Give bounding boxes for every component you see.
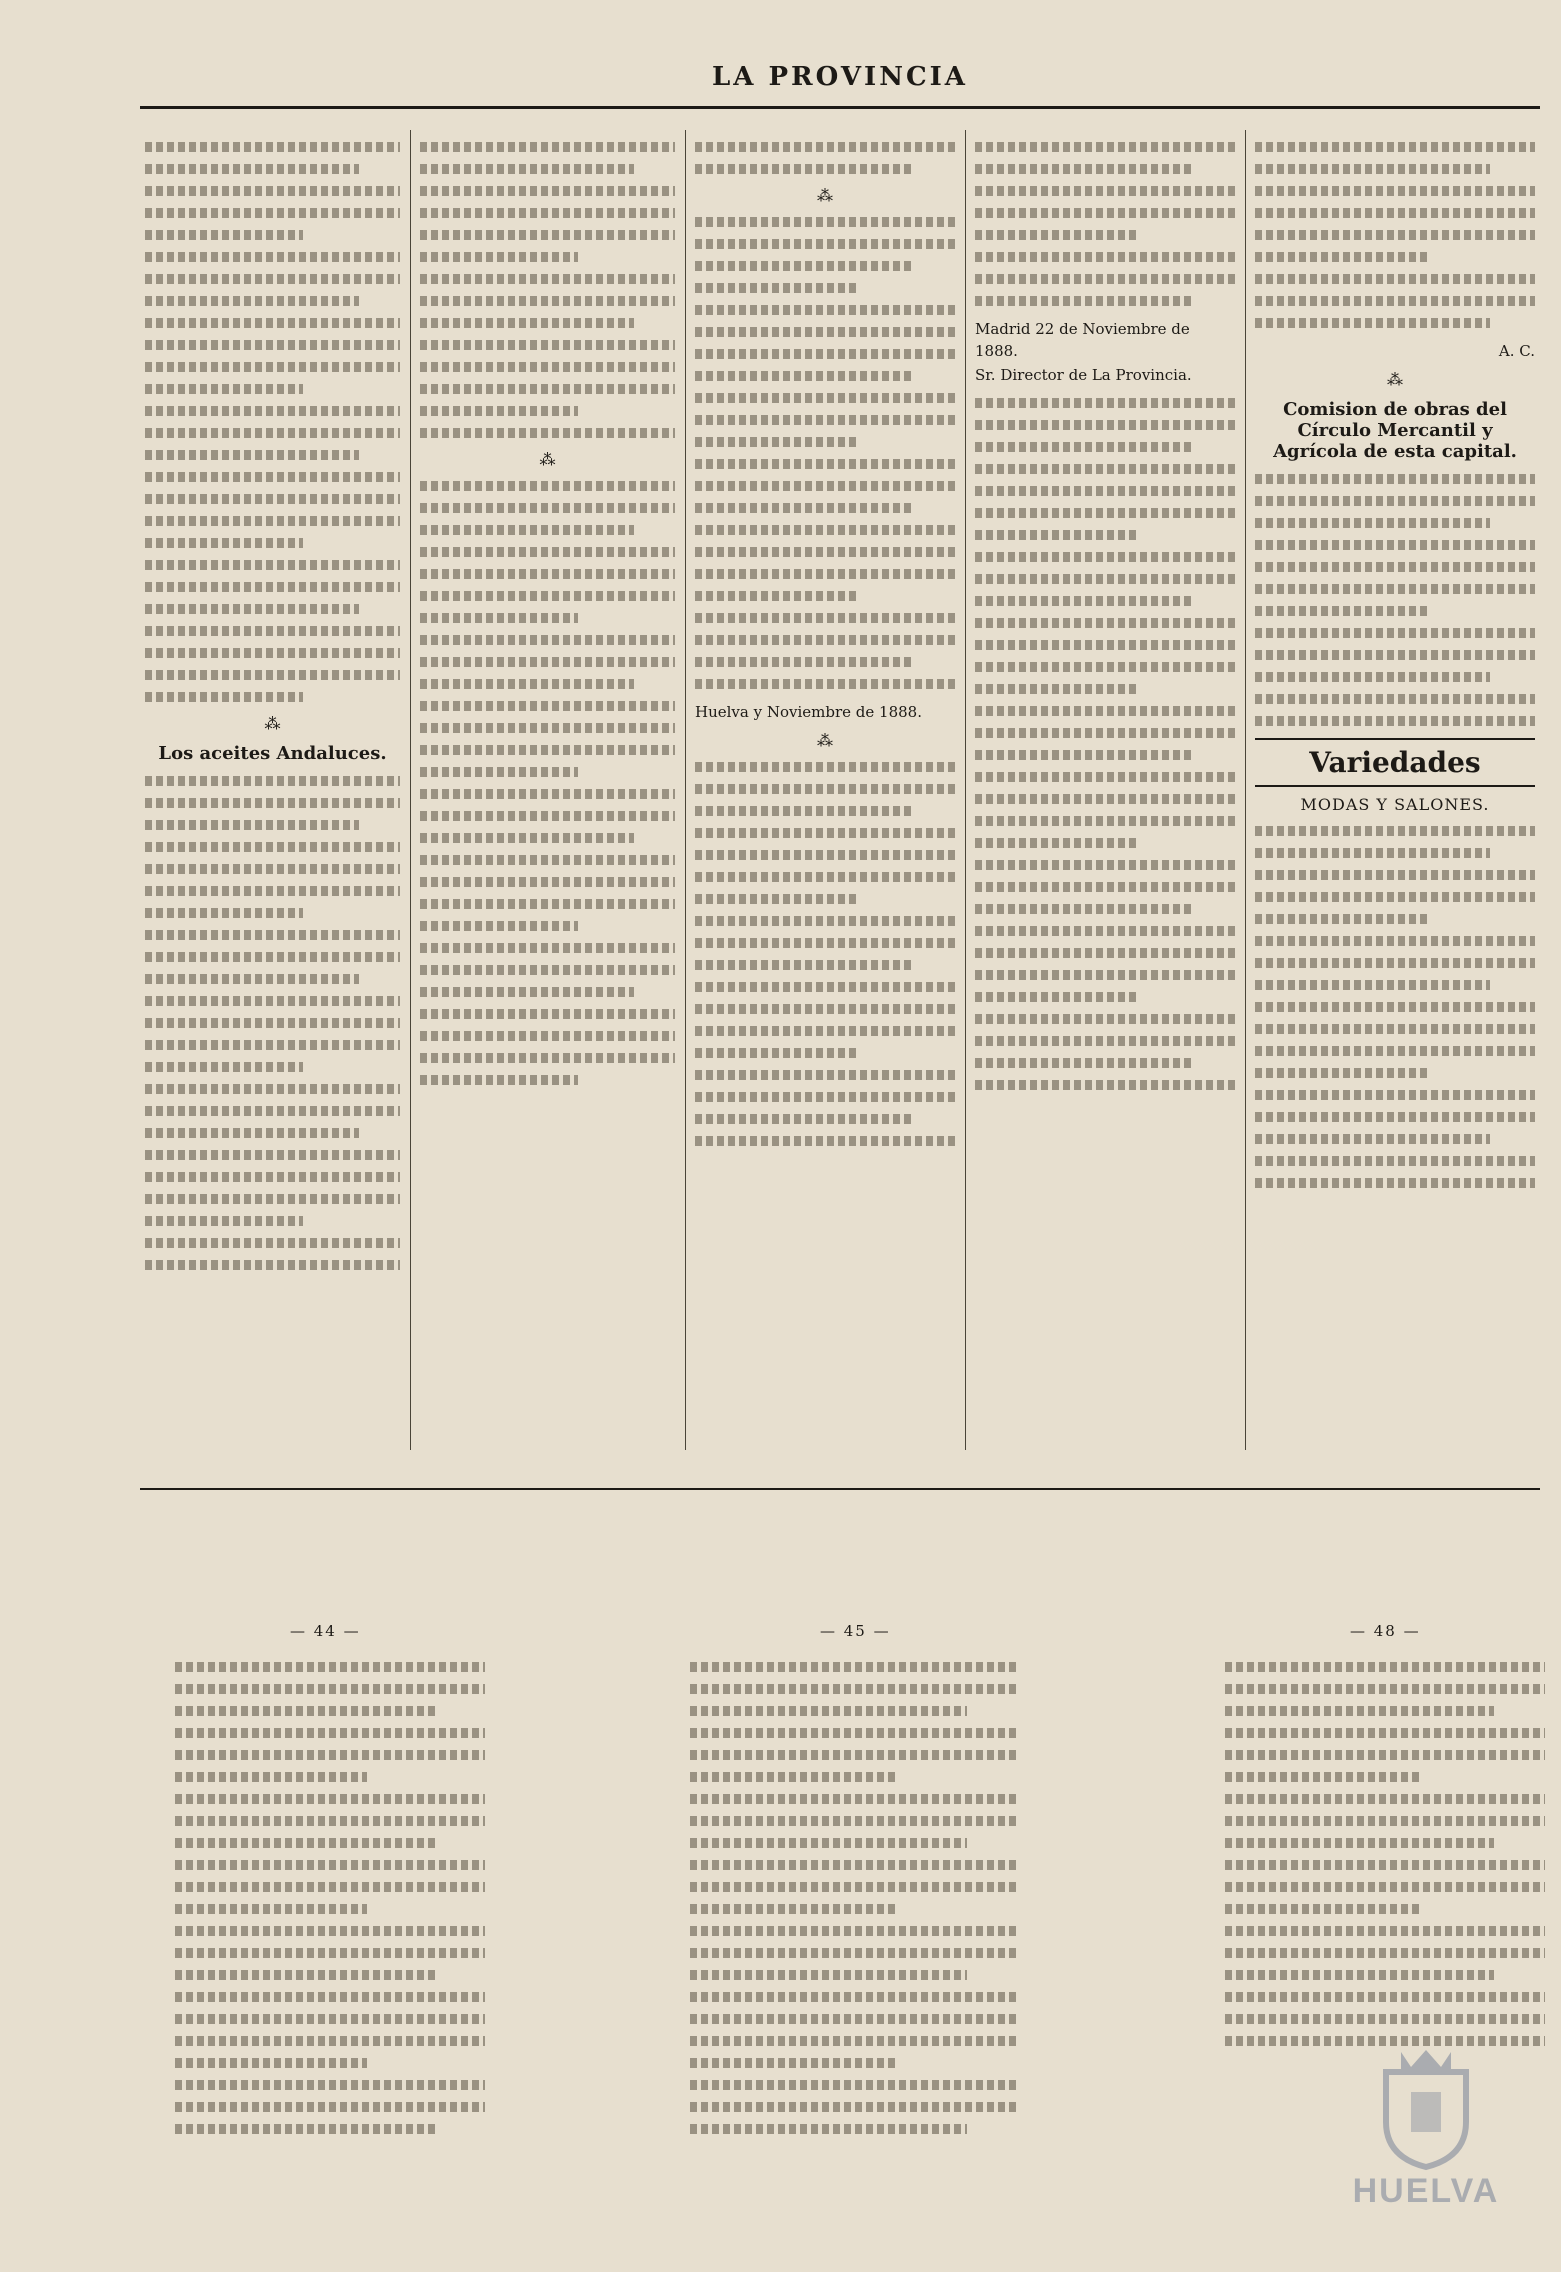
folio-left: — 44 —: [290, 1622, 361, 1640]
column-4: [975, 130, 1235, 1450]
section-ornament: ⁂: [817, 186, 833, 205]
signature: A. C.: [1498, 342, 1535, 360]
column-divider: [410, 130, 411, 1450]
section-subtitle: MODAS Y SALONES.: [1300, 795, 1490, 814]
coat-of-arms-icon: [1366, 2042, 1486, 2172]
column-1: [145, 130, 400, 1450]
library-seal: [1331, 2042, 1521, 2232]
masthead: LA PROVINCIA: [712, 62, 968, 92]
section-ornament: ⁂: [264, 714, 281, 733]
serial-column-2: [690, 1650, 1020, 2190]
dateline: Madrid 22 de Noviembre de 1888.: [975, 320, 1190, 360]
section-rule: [140, 1488, 1540, 1490]
dateline: Huelva y Noviembre de 1888.: [695, 703, 922, 721]
section-ornament: ⁂: [539, 450, 556, 469]
masthead-rule: [140, 106, 1540, 109]
seal-text: HUELVA: [1352, 2172, 1500, 2210]
column-3: [695, 130, 955, 1450]
column-1-heading: Los aceites Andaluces.: [158, 743, 387, 764]
section-ornament: ⁂: [1387, 370, 1403, 389]
column-5-heading: Comision de obras del Círculo Mercantil y Agrícola de esta capital.: [1273, 399, 1517, 462]
folio-center: — 45 —: [820, 1622, 891, 1640]
serial-column-1: [175, 1650, 485, 2190]
section-ornament: ⁂: [817, 731, 833, 750]
column-5: [1255, 130, 1535, 1450]
section-title: Variedades: [1255, 738, 1535, 787]
column-divider: [685, 130, 686, 1450]
folio-right: — 48 —: [1350, 1622, 1421, 1640]
column-2: [420, 130, 675, 1450]
salutation: Sr. Director de La Provincia.: [975, 366, 1192, 384]
column-divider: [965, 130, 966, 1450]
column-divider: [1245, 130, 1246, 1450]
